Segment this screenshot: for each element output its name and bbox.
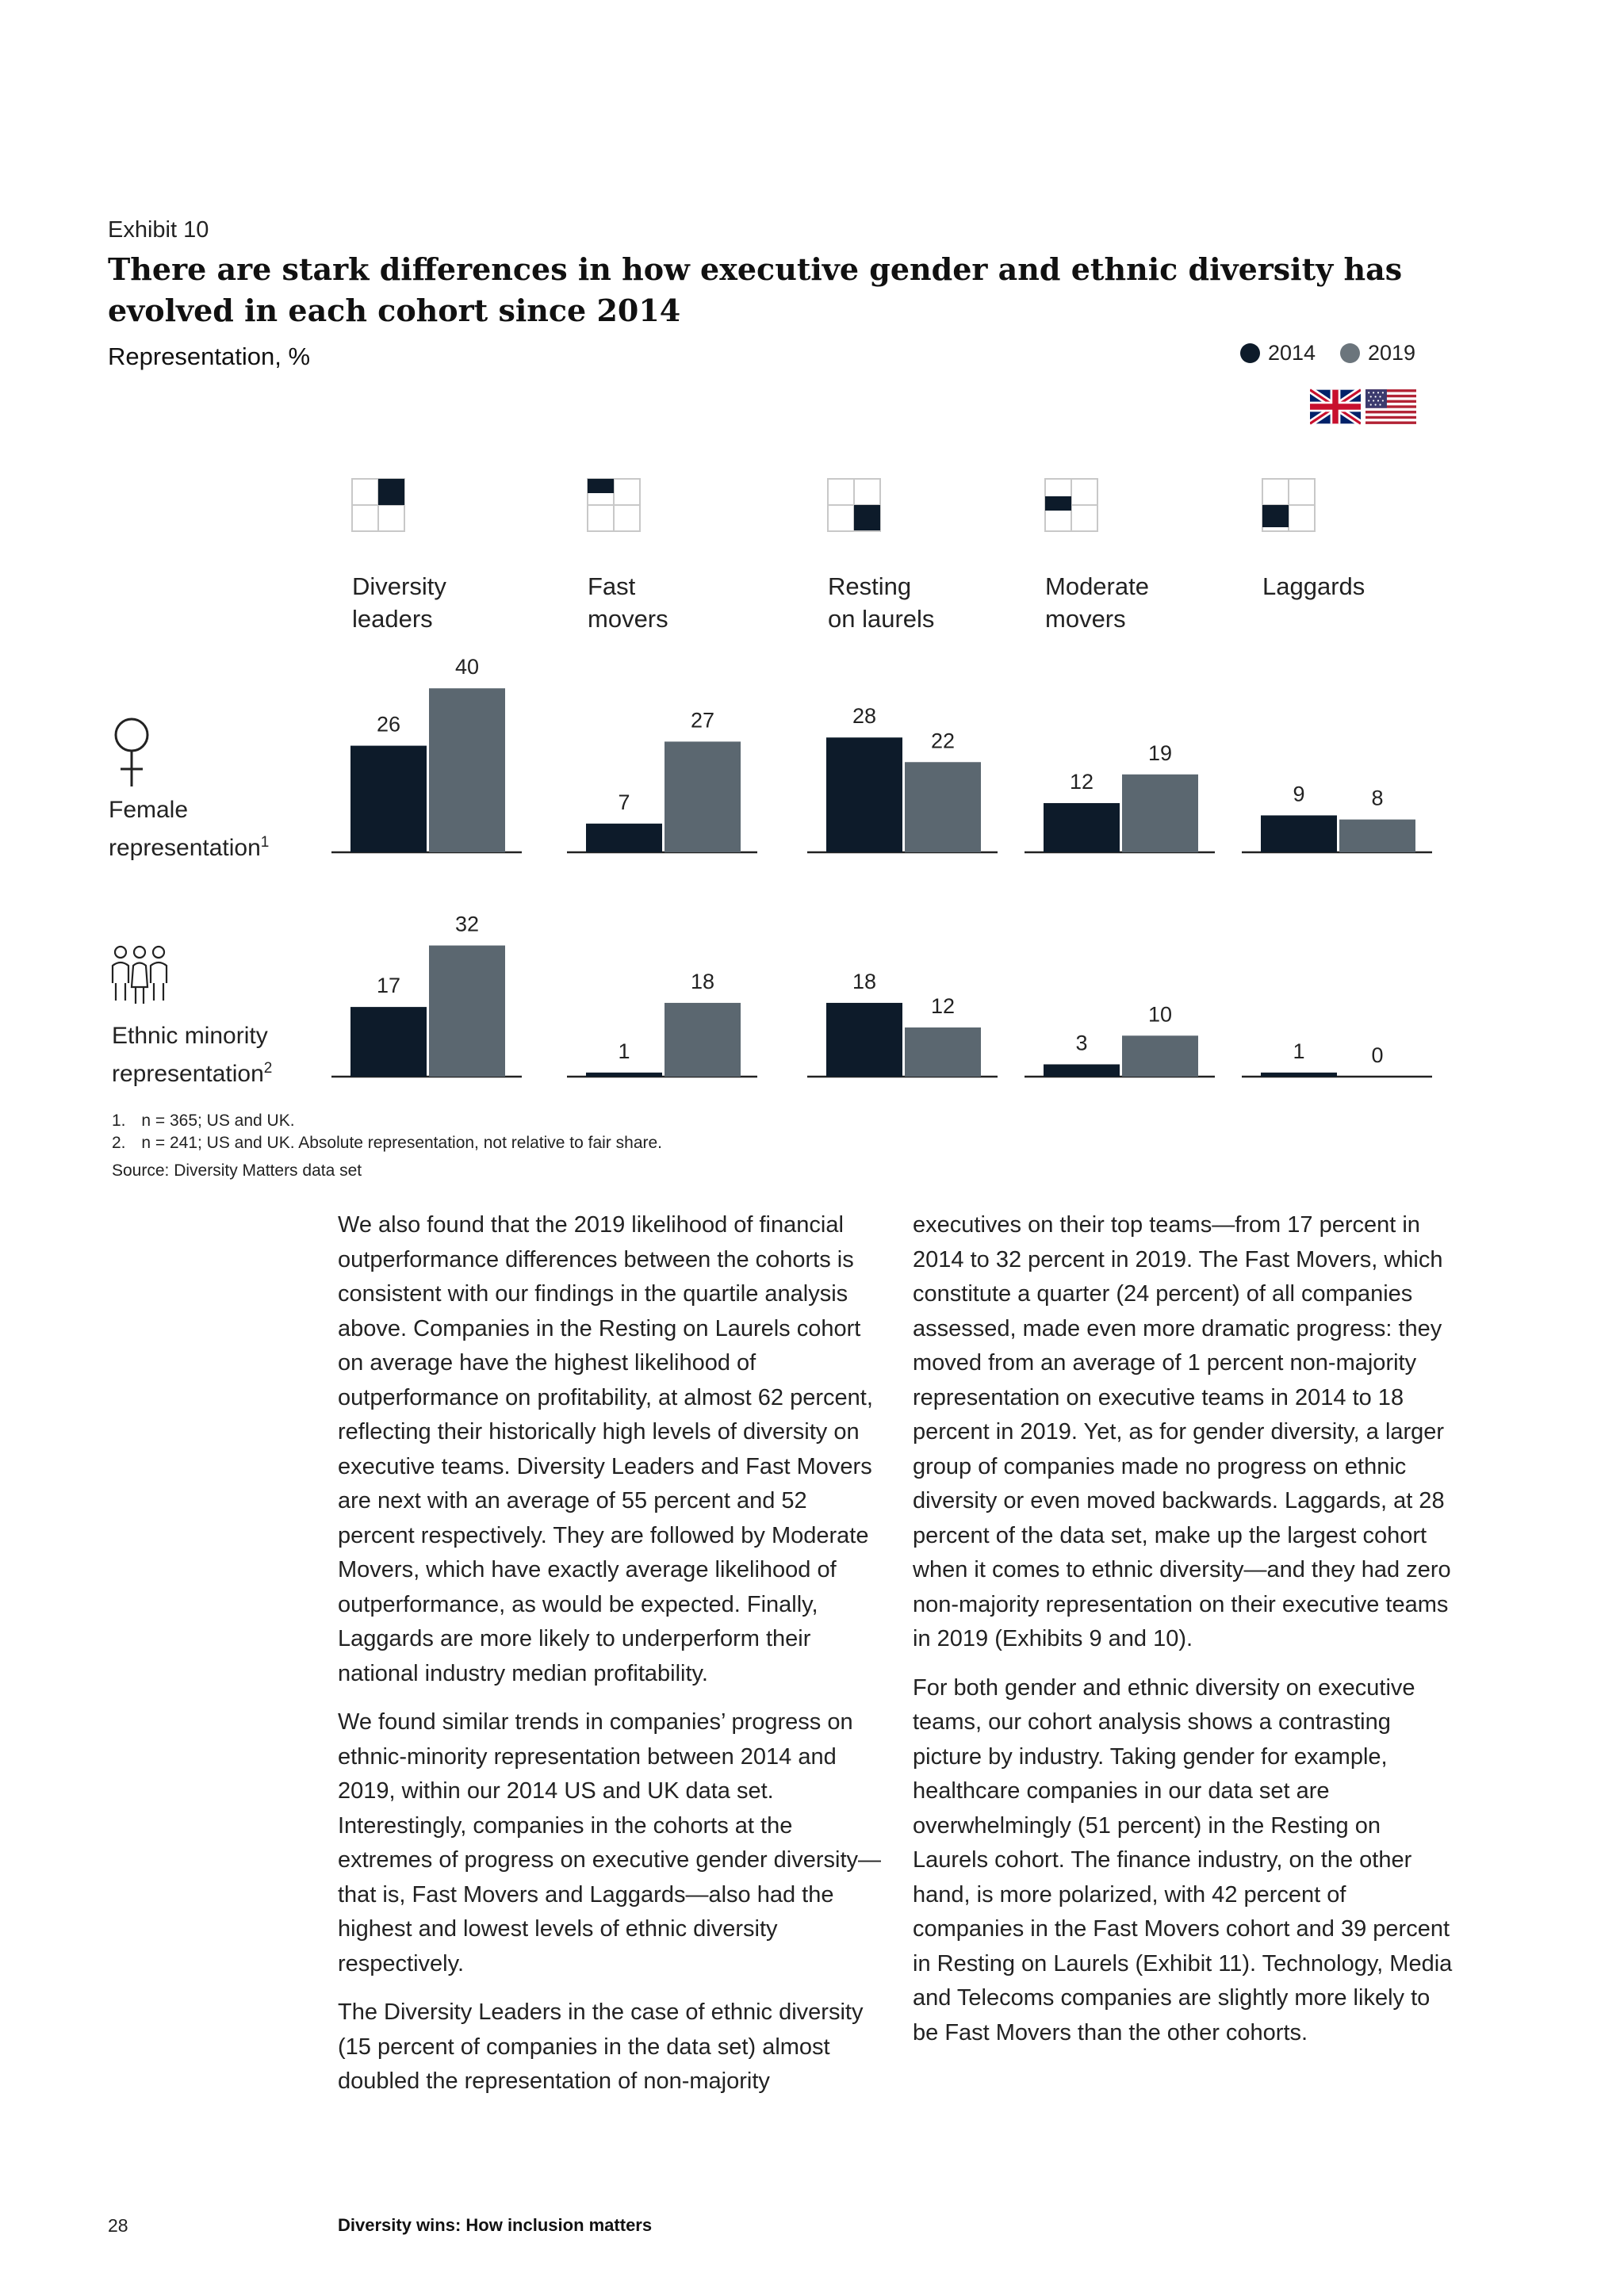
page-number: 28 <box>108 2215 128 2236</box>
row-label-female-line1: Female <box>109 797 189 823</box>
bar-female-representation-diversity-leaders-2014 <box>350 746 427 852</box>
cohort-fast-movers-icon <box>588 479 614 493</box>
category-label-diversity-leaders: leaders <box>352 605 433 633</box>
body-column-right <box>913 1208 1460 2064</box>
chart-subtitle: Representation, % <box>108 342 311 370</box>
data-label-ethnic-minority-representation-moderate-movers-2014: 3 <box>1075 1031 1088 1055</box>
bar-female-representation-resting-on-laurels-2014 <box>826 737 902 852</box>
bar-female-representation-fast-movers-2014 <box>586 824 662 852</box>
exhibit-title: There are stark differences in how executive gender and ethnic diversity has evolved in each cohort since 2014 <box>108 251 1403 328</box>
data-label-ethnic-minority-representation-laggards-2019: 0 <box>1371 1043 1384 1067</box>
data-label-female-representation-resting-on-laurels-2019: 22 <box>930 729 956 753</box>
footnote-ref-1: 1 <box>260 834 270 851</box>
data-label-female-representation-diversity-leaders-2014: 26 <box>376 712 401 737</box>
legend-label-2014: 2014 <box>1268 341 1316 365</box>
category-label-diversity-leaders: Diversity <box>352 572 446 600</box>
data-label-female-representation-resting-on-laurels-2014: 28 <box>852 704 877 729</box>
bar-ethnic-minority-representation-moderate-movers-2019 <box>1122 1035 1198 1077</box>
bar-female-representation-laggards-2014 <box>1261 815 1337 852</box>
data-label-ethnic-minority-representation-fast-movers-2014: 1 <box>618 1039 630 1063</box>
bar-ethnic-minority-representation-resting-on-laurels-2019 <box>905 1027 981 1077</box>
running-title: Diversity wins: How inclusion matters <box>338 2215 653 2235</box>
cohort-resting-on-laurels-icon <box>854 505 880 530</box>
cohort-laggards-icon <box>1262 505 1289 527</box>
footnote-1-text: n = 365; US and UK. <box>141 1112 295 1130</box>
category-label-laggards: Laggards <box>1262 572 1365 600</box>
data-label-ethnic-minority-representation-moderate-movers-2019: 10 <box>1147 1002 1173 1027</box>
bar-ethnic-minority-representation-diversity-leaders-2014 <box>350 1007 427 1077</box>
category-label-moderate-movers: Moderate <box>1045 572 1149 600</box>
bar-ethnic-minority-representation-fast-movers-2014 <box>586 1073 662 1077</box>
data-label-ethnic-minority-representation-diversity-leaders-2019: 32 <box>454 912 480 936</box>
chart-source: Source: Diversity Matters data set <box>112 1161 362 1180</box>
bar-ethnic-minority-representation-resting-on-laurels-2014 <box>826 1003 902 1077</box>
exhibit-label: Exhibit 10 <box>108 217 209 243</box>
category-label-resting-on-laurels: on laurels <box>828 605 935 633</box>
bar-ethnic-minority-representation-fast-movers-2019 <box>665 1003 741 1077</box>
footnote-ref-2: 2 <box>263 1060 273 1077</box>
bar-female-representation-moderate-movers-2019 <box>1122 775 1198 852</box>
bar-female-representation-diversity-leaders-2019 <box>429 688 505 852</box>
bar-female-representation-resting-on-laurels-2019 <box>905 762 981 852</box>
data-label-female-representation-fast-movers-2014: 7 <box>618 790 630 814</box>
body-paragraph: executives on their top teams—from 17 percent in 2014 to 32 percent in 2019. The Fast Movers, which constitute a quarter (24 percent) of all companies assessed, made even more dramatic progress: they moved from an average of 1 percent non-majority representation on executive teams in 2014 to 18 percent in 2019. Yet, as for gender diversity, a larger group of companies made no progress on ethnic diversity or even moved backwards. Laggards, at 28 percent of the data set, make up the largest cohort when it comes to ethnic diversity—and they had zero non-majority representation on their executive teams in 2019 (Exhibits 9 and 10). <box>913 1212 1451 1651</box>
cohort-bar-chart <box>0 0 1624 1142</box>
cohort-diversity-leaders-icon <box>378 479 404 505</box>
footnote-2 <box>112 1134 662 1153</box>
data-label-female-representation-diversity-leaders-2019: 40 <box>454 655 480 679</box>
bar-ethnic-minority-representation-diversity-leaders-2019 <box>429 946 505 1077</box>
cohort-moderate-movers-icon <box>1045 496 1071 511</box>
footnote-2-number: 2. <box>112 1134 126 1152</box>
legend-label-2019: 2019 <box>1368 341 1416 365</box>
category-label-resting-on-laurels: Resting <box>828 572 912 600</box>
body-paragraph: For both gender and ethnic diversity on executive teams, our cohort analysis shows a contrasting picture by industry. Taking gender for example, healthcare companies in our data set are overwhelmingly (51 percent) in the Resting on Laurels cohort. The finance industry, on the other hand, is more polarized, with 42 percent of companies in the Fast Movers cohort and 39 percent in Resting on Laurels (Exhibit 11). Technology, Media and Telecoms companies are slightly more likely to be Fast Movers than the other cohorts. <box>913 1674 1453 2045</box>
data-label-ethnic-minority-representation-diversity-leaders-2014: 17 <box>376 974 401 998</box>
body-paragraph: We found similar trends in companies’ progress on ethnic-minority representation between 2014 and 2019, within our 2014 US and UK data set. Interestingly, companies in the cohorts at the extremes of progress on executive gender diversity—that is, Fast Movers and Laggards—also had the highest and lowest levels of ethnic diversity respectively. <box>338 1709 882 1976</box>
bar-female-representation-laggards-2019 <box>1339 820 1415 852</box>
body-paragraph: We also found that the 2019 likelihood of financial outperformance differences between the cohorts is consistent with our findings in the quartile analysis above. Companies in the Resting on Laurels cohort on average have the highest likelihood of outperformance on profitability, at almost 62 percent, reflecting their historically high levels of diversity on executive teams. Diversity Leaders and Fast Movers are next with an average of 55 percent and 52 percent respectively. They are followed by Moderate Movers, which have exactly average likelihood of outperformance, as would be expected. Finally, Laggards are more likely to underperform their national industry median profitability. <box>338 1212 873 1686</box>
bar-female-representation-moderate-movers-2014 <box>1044 803 1120 852</box>
footnote-1-number: 1. <box>112 1112 126 1130</box>
category-label-moderate-movers: movers <box>1045 605 1126 633</box>
data-label-female-representation-fast-movers-2019: 27 <box>690 708 715 733</box>
category-label-fast-movers: Fast <box>588 572 636 600</box>
data-label-female-representation-laggards-2019: 8 <box>1371 786 1384 810</box>
row-label-ethnic-line1: Ethnic minority <box>112 1023 268 1049</box>
bar-female-representation-fast-movers-2019 <box>665 741 741 852</box>
data-label-female-representation-moderate-movers-2014: 12 <box>1069 769 1094 794</box>
bar-ethnic-minority-representation-moderate-movers-2014 <box>1044 1064 1120 1077</box>
data-label-ethnic-minority-representation-resting-on-laurels-2019: 12 <box>930 993 956 1018</box>
row-label-female-text: representation <box>109 835 261 861</box>
body-column-left <box>338 1208 885 2114</box>
data-label-ethnic-minority-representation-resting-on-laurels-2014: 18 <box>852 969 877 993</box>
data-label-ethnic-minority-representation-laggards-2014: 1 <box>1293 1039 1305 1063</box>
body-paragraph: The Diversity Leaders in the case of ethnic diversity (15 percent of companies in the data set) almost doubled the representation of non-majority <box>338 1999 864 2094</box>
footnote-2-text: n = 241; US and UK. Absolute representation, not relative to fair share. <box>141 1134 662 1152</box>
data-label-ethnic-minority-representation-fast-movers-2019: 18 <box>690 969 715 993</box>
row-label-ethnic-text: representation <box>112 1061 264 1087</box>
bar-ethnic-minority-representation-laggards-2014 <box>1261 1073 1337 1077</box>
data-label-female-representation-laggards-2014: 9 <box>1293 782 1305 806</box>
category-label-fast-movers: movers <box>588 605 668 633</box>
footnote-1 <box>112 1112 295 1131</box>
data-label-female-representation-moderate-movers-2019: 19 <box>1147 740 1173 765</box>
